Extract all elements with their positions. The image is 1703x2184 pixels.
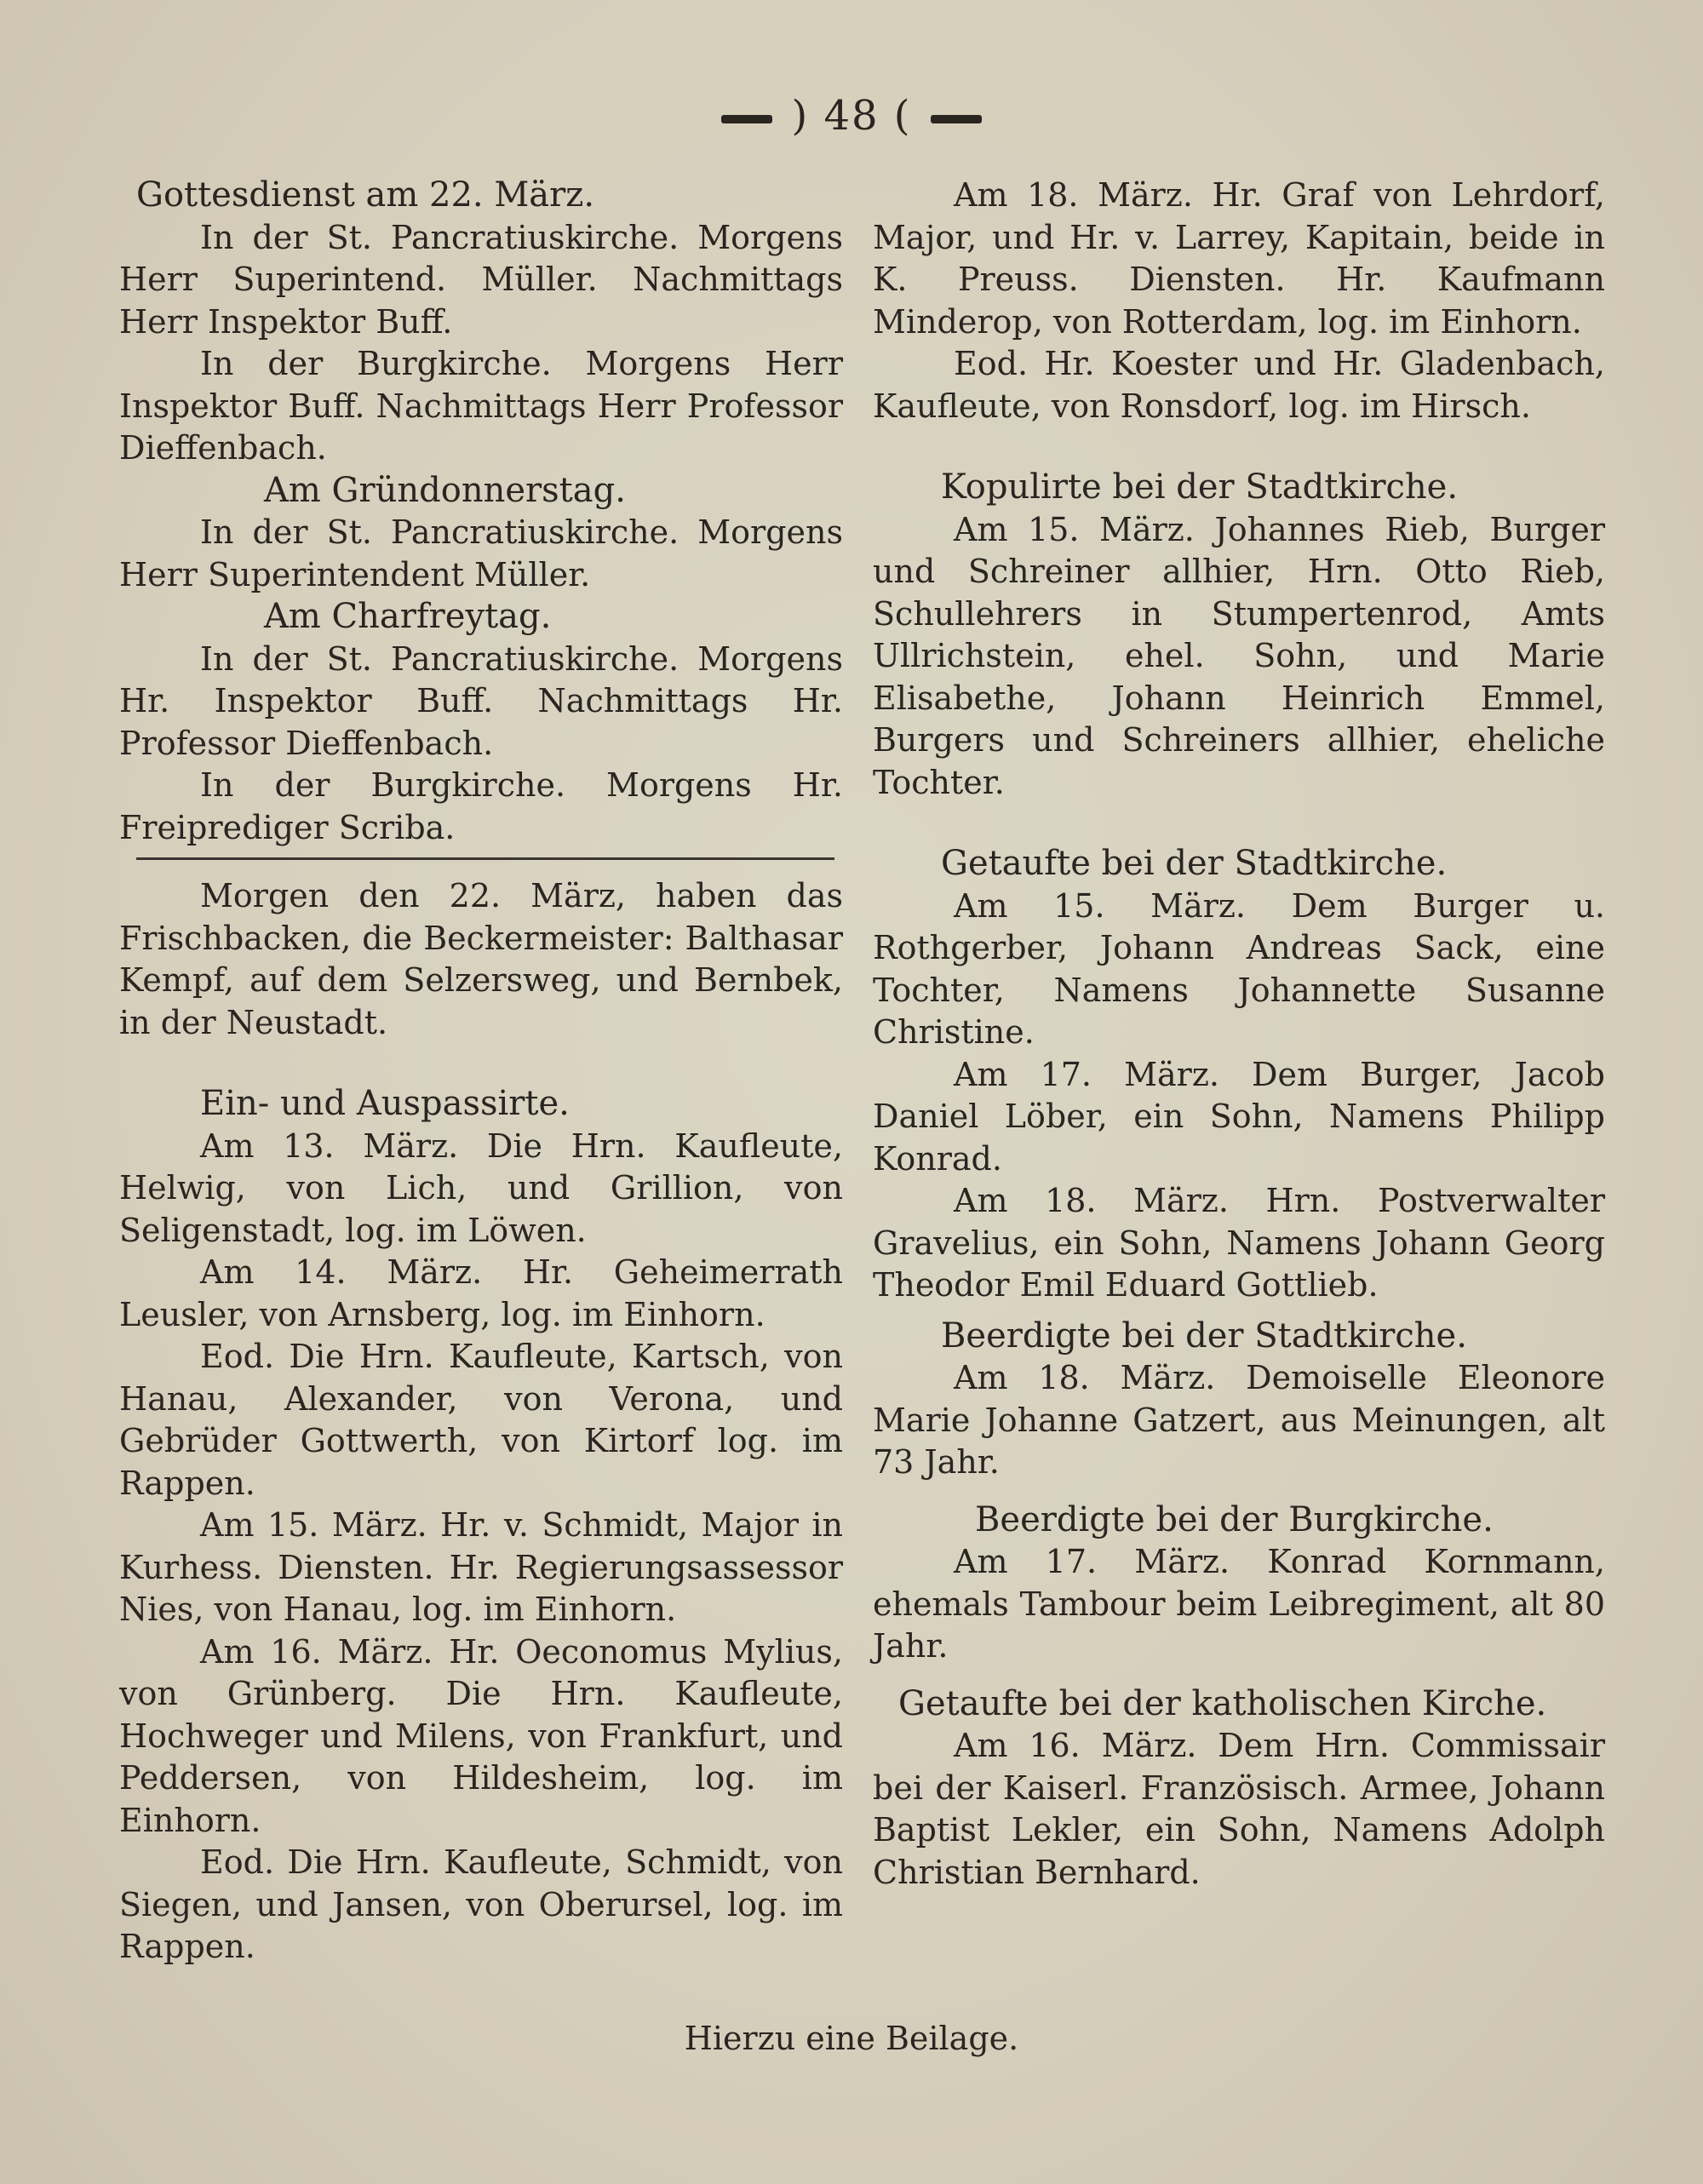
- paragraph: Am 15. März. Hr. v. Schmidt, Major in Kurhess. Diensten. Hr. Regierungsassessor Nies, von Hanau, log. im Einhorn.: [119, 1506, 843, 1628]
- paragraph: Eod. Die Hrn. Kaufleute, Schmidt, von Siegen, und Jansen, von Oberursel, log. im Rappen.: [119, 1843, 843, 1965]
- paragraph-backer: Morgen den 22. März, haben das Frischbacken, die Beckermeister: Balthasar Kempf, auf dem Selzersweg, und Bernbek, in der Neustadt.: [119, 877, 843, 1041]
- paragraph: Am 14. März. Hr. Geheimerrath Leusler, von Arnsberg, log. im Einhorn.: [119, 1253, 843, 1333]
- section-title-getaufte: Getaufte bei der Stadtkirche.: [941, 844, 1448, 883]
- section-title-getaufte-kath: Getaufte bei der katholischen Kirche.: [898, 1683, 1547, 1723]
- page-header: [0, 92, 1703, 140]
- page-number: ) 48 (: [791, 92, 912, 140]
- section-divider: [136, 857, 834, 860]
- paragraph: In der St. Pancratiuskirche. Morgens Herr Superintendent Müller.: [119, 513, 843, 593]
- section-title-beerdigte-stadt: Beerdigte bei der Stadtkirche.: [941, 1316, 1467, 1356]
- paragraph: Am 18. März. Hr. Graf von Lehrdorf, Major, und Hr. v. Larrey, Kapitain, beide in K. Preuss. Diensten. Hr. Kaufmann Minderop, von Rotterdam, log. im Einhorn.: [873, 176, 1605, 341]
- paragraph: Eod. Hr. Koester und Hr. Gladenbach, Kaufleute, von Ronsdorf, log. im Hirsch.: [873, 345, 1605, 425]
- section-title-beerdigte-burg: Beerdigte bei der Burgkirche.: [975, 1499, 1494, 1539]
- paragraph: In der St. Pancratiuskirche. Morgens Herr Superintend. Müller. Nachmittags Herr Inspektor Buff.: [119, 218, 843, 341]
- subheading-charfreytag: Am Charfreytag.: [264, 597, 552, 636]
- section-title-kopulirte: Kopulirte bei der Stadtkirche.: [941, 467, 1459, 507]
- paragraph: Am 17. März. Dem Burger, Jacob Daniel Löber, ein Sohn, Namens Philipp Konrad.: [873, 1055, 1605, 1178]
- paragraph: Am 15. März. Dem Burger u. Rothgerber, Johann Andreas Sack, eine Tochter, Namens Johannette Susanne Christine.: [873, 886, 1605, 1051]
- paragraph: Am 13. März. Die Hrn. Kaufleute, Helwig, von Lich, und Grillion, von Seligenstadt, log. im Löwen.: [119, 1126, 843, 1249]
- paragraph: Eod. Die Hrn. Kaufleute, Kartsch, von Hanau, Alexander, von Verona, und Gebrüder Gottwerth, von Kirtorf log. im Rappen.: [119, 1338, 843, 1502]
- paragraph: Am 18. März. Demoiselle Eleonore Marie Johanne Gatzert, aus Meinungen, alt 73 Jahr.: [873, 1359, 1605, 1481]
- header-dash-right: [931, 115, 982, 123]
- right-column: [873, 175, 1605, 1894]
- paragraph: Am 16. März. Hr. Oeconomus Mylius, von Grünberg. Die Hrn. Kaufleute, Hochweger und Milens, von Frankfurt, und Peddersen, von Hildesheim, log. im Einhorn.: [119, 1632, 843, 1839]
- section-title-einaus: Ein- und Auspassirte.: [200, 1084, 570, 1123]
- header-dash-left: [721, 115, 772, 123]
- subheading-gruendonnerstag: Am Gründonnerstag.: [264, 470, 626, 510]
- paragraph: Am 18. März. Hrn. Postverwalter Gravelius, ein Sohn, Namens Johann Georg Theodor Emil Eduard Gottlieb.: [873, 1182, 1605, 1304]
- footer-note: Hierzu eine Beilage.: [684, 2020, 1019, 2057]
- paragraph: In der Burgkirche. Morgens Hr. Freiprediger Scriba.: [119, 766, 843, 846]
- paragraph: In der St. Pancratiuskirche. Morgens Hr. Inspektor Buff. Nachmittags Hr. Professor Dieffenbach.: [119, 639, 843, 762]
- paragraph: In der Burgkirche. Morgens Herr Inspektor Buff. Nachmittags Herr Professor Dieffenbach.: [119, 345, 843, 467]
- left-column: [119, 175, 843, 1969]
- section-title-gottesdienst: Gottesdienst am 22. März.: [136, 175, 595, 215]
- paragraph: Am 15. März. Johannes Rieb, Burger und Schreiner allhier, Hrn. Otto Rieb, Schullehrers in Stumpertenrod, Amts Ullrichstein, ehel. Sohn, und Marie Elisabethe, Johann Heinrich Emmel, Burgers und Schreiners allhier, eheliche Tochter.: [873, 510, 1605, 801]
- paragraph: Am 16. März. Dem Hrn. Commissair bei der Kaiserl. Französisch. Armee, Johann Baptist Lekler, ein Sohn, Namens Adolph Christian Bernhard.: [873, 1727, 1605, 1891]
- paragraph: Am 17. März. Konrad Kornmann, ehemals Tambour beim Leibregiment, alt 80 Jahr.: [873, 1543, 1605, 1665]
